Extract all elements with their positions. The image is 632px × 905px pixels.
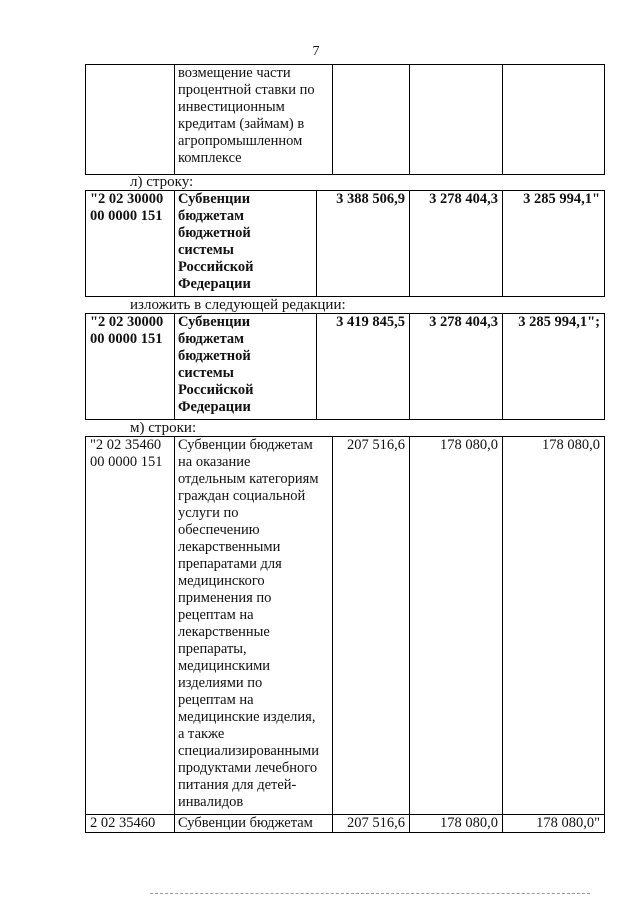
code-cell: "2 02 30000 00 0000 151: [86, 314, 175, 420]
value-cell-3: 3 285 994,1": [503, 191, 605, 297]
table-continuation: [85, 64, 605, 175]
code-cell: [86, 65, 175, 175]
table-row: [86, 314, 605, 420]
table-row: [86, 815, 605, 833]
table-l-old: [85, 190, 605, 297]
caption-edit: изложить в следующей редакции:: [130, 297, 346, 313]
table-row: [86, 437, 605, 815]
code-cell: 2 02 35460: [86, 815, 175, 833]
value-cell-1: 3 419 845,5: [317, 314, 410, 420]
code-cell: "2 02 30000 00 0000 151: [86, 191, 175, 297]
table-row: [86, 191, 605, 297]
page-number: 7: [312, 44, 320, 59]
code-cell: "2 02 35460 00 0000 151: [86, 437, 175, 815]
value-cell-3: [503, 65, 605, 175]
name-cell: Субвенции бюджетам бюджетной системы Российской Федерации: [175, 191, 317, 297]
value-cell-2: 3 278 404,3: [410, 314, 503, 420]
value-cell-2: 178 080,0: [410, 437, 503, 815]
value-cell-1: [333, 65, 410, 175]
value-cell-2: 178 080,0: [410, 815, 503, 833]
value-cell-3: 178 080,0: [503, 437, 605, 815]
value-cell-2: 3 278 404,3: [410, 191, 503, 297]
table-m: [85, 436, 605, 833]
caption-m: м) строки:: [130, 420, 197, 436]
name-cell: возмещение части процентной ставки по инвестиционным кредитам (займам) в агропромышленном комплексе: [175, 65, 333, 175]
value-cell-1: 207 516,6: [333, 437, 410, 815]
value-cell-3: 178 080,0": [503, 815, 605, 833]
table-l-new: [85, 313, 605, 420]
value-cell-2: [410, 65, 503, 175]
name-cell: Субвенции бюджетам: [175, 815, 333, 833]
footer-divider: [150, 893, 590, 896]
name-cell: Субвенции бюджетам на оказание отдельным категориям граждан социальной услуги по обеспечению лекарственными препаратами для медицинского применения по рецептам на лекарственные препараты, медицинскими изделиями по рецептам на медицинские изделия, а также специализированными продуктами лечебного питания для детей- инвалидов: [175, 437, 333, 815]
table-row: [86, 65, 605, 175]
name-cell: Субвенции бюджетам бюджетной системы Российской Федерации: [175, 314, 317, 420]
caption-l: л) строку:: [130, 174, 194, 190]
value-cell-1: 207 516,6: [333, 815, 410, 833]
value-cell-3: 3 285 994,1";: [503, 314, 605, 420]
value-cell-1: 3 388 506,9: [317, 191, 410, 297]
